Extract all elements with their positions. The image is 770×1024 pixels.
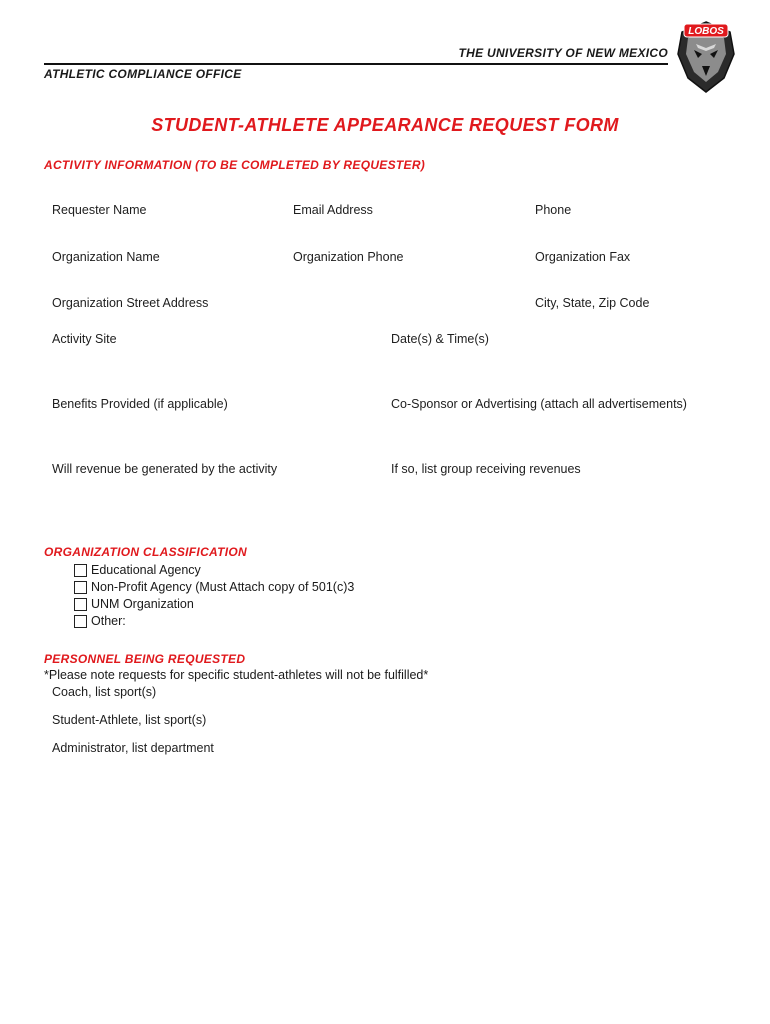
activity-site-field[interactable]: Activity Site <box>52 332 117 346</box>
organization-name-field[interactable]: Organization Name <box>52 250 160 264</box>
organization-phone-field[interactable]: Organization Phone <box>293 250 404 264</box>
option-label: Other: <box>91 614 126 628</box>
coach-sport-field[interactable]: Coach, list sport(s) <box>52 685 157 699</box>
cosponsor-field[interactable]: Co-Sponsor or Advertising (attach all advertisements) <box>391 397 687 411</box>
option-label: UNM Organization <box>91 597 194 611</box>
administrator-department-field[interactable]: Administrator, list department <box>52 741 214 755</box>
option-label: Non-Profit Agency (Must Attach copy of 501(c)3 <box>91 580 355 594</box>
option-label: Educational Agency <box>91 563 201 577</box>
email-field[interactable]: Email Address <box>293 203 373 217</box>
checkbox[interactable] <box>74 581 87 594</box>
office-name: ATHLETIC COMPLIANCE OFFICE <box>44 67 242 81</box>
organization-fax-field[interactable]: Organization Fax <box>535 250 631 264</box>
unm-organization-option[interactable] <box>74 597 194 611</box>
dates-times-field[interactable]: Date(s) & Time(s) <box>391 332 489 346</box>
form-title: STUDENT-ATHLETE APPEARANCE REQUEST FORM <box>151 115 619 135</box>
educational-agency-option[interactable] <box>74 563 201 577</box>
phone-field[interactable]: Phone <box>535 203 572 217</box>
organization-street-field[interactable]: Organization Street Address <box>52 296 209 310</box>
revenue-field[interactable]: Will revenue be generated by the activity <box>52 462 278 476</box>
checkbox[interactable] <box>74 615 87 628</box>
classification-section-heading: ORGANIZATION CLASSIFICATION <box>44 545 247 559</box>
revenue-group-field[interactable]: If so, list group receiving revenues <box>391 462 581 476</box>
checkbox[interactable] <box>74 598 87 611</box>
non-profit-agency-option[interactable] <box>74 580 354 594</box>
checkbox[interactable] <box>74 564 87 577</box>
personnel-note: *Please note requests for specific student-athletes will not be fulfilled* <box>44 668 429 682</box>
benefits-field[interactable]: Benefits Provided (if applicable) <box>52 397 228 411</box>
header-divider <box>44 63 668 65</box>
logo-text: LOBOS <box>688 26 724 37</box>
lobo-wolf-logo-icon <box>676 20 736 94</box>
activity-section-heading: ACTIVITY INFORMATION (TO BE COMPLETED BY REQUESTER) <box>44 158 426 172</box>
university-name: THE UNIVERSITY OF NEW MEXICO <box>458 46 668 60</box>
city-state-zip-field[interactable]: City, State, Zip Code <box>535 296 650 310</box>
other-option[interactable] <box>74 614 126 628</box>
personnel-section-heading: PERSONNEL BEING REQUESTED <box>44 652 246 666</box>
requester-name-field[interactable]: Requester Name <box>52 203 147 217</box>
student-athlete-sport-field[interactable]: Student-Athlete, list sport(s) <box>52 713 207 727</box>
